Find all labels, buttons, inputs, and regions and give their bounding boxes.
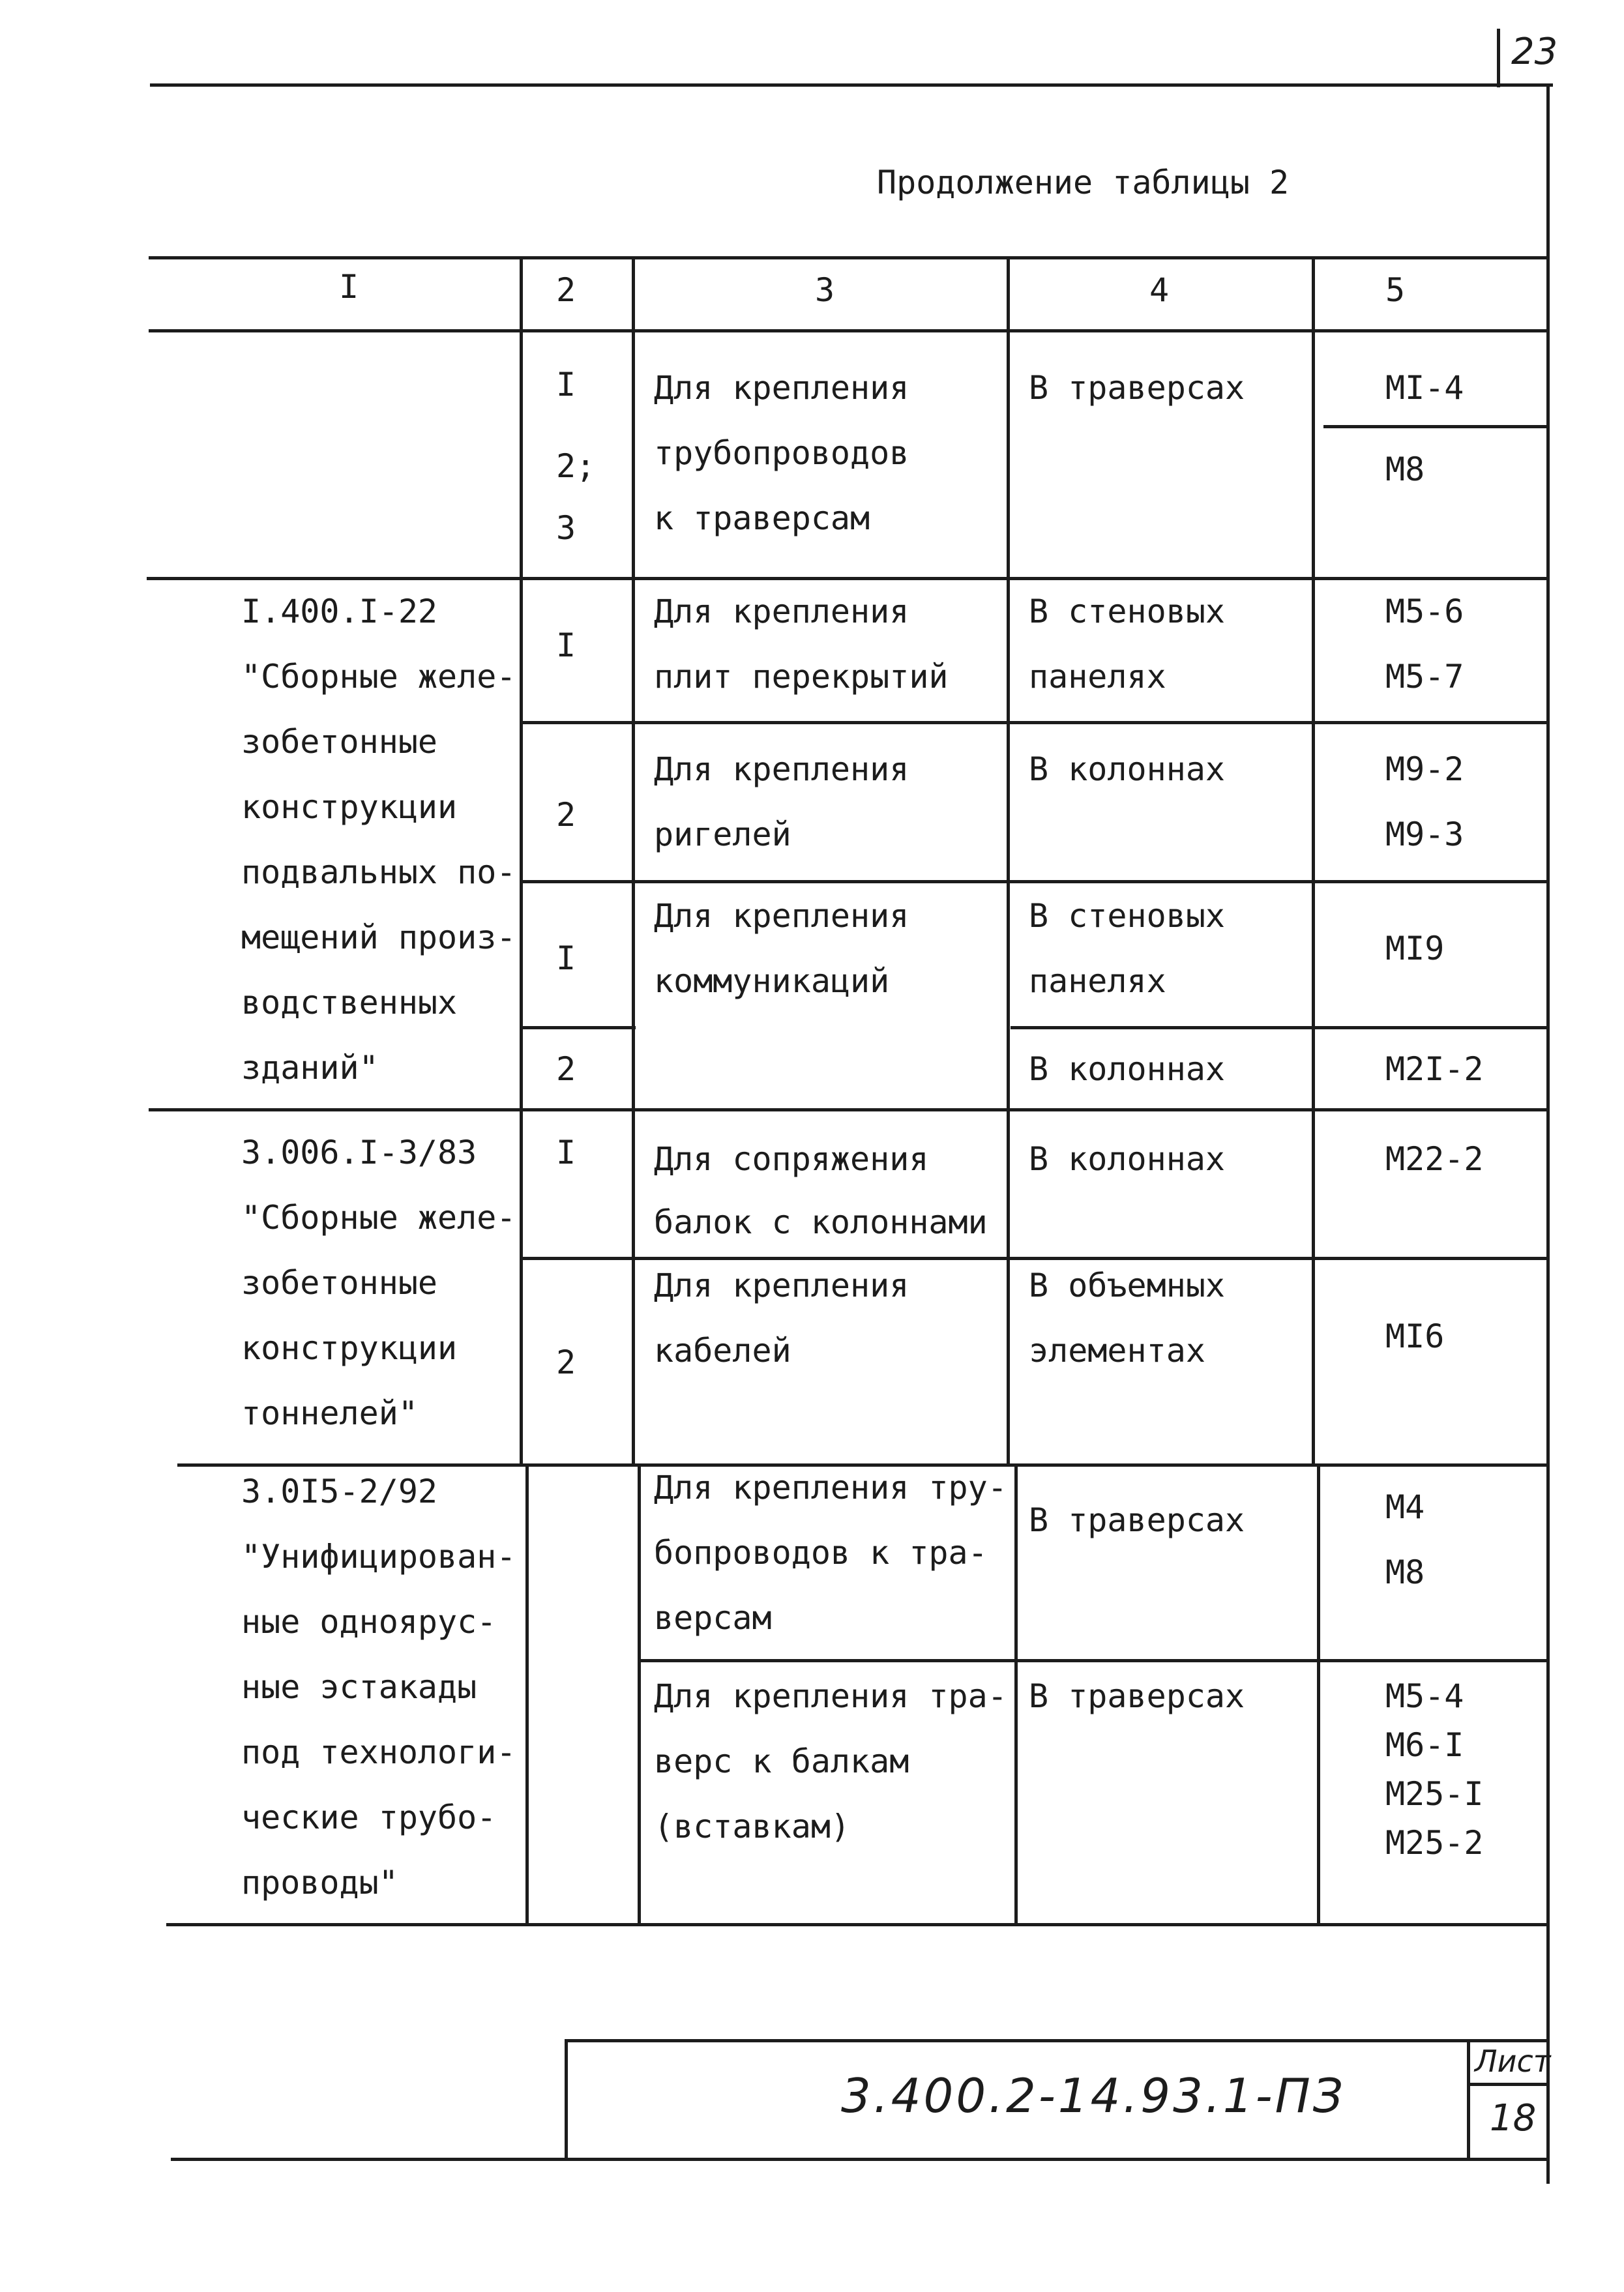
table-cell: В колоннах [1029,1140,1226,1178]
table-cell: тоннелей" [241,1394,418,1432]
table-cell: M9-2 [1385,750,1464,788]
table-cell: бопроводов к тра- [654,1534,988,1572]
table-cell: ческие трубо- [241,1799,497,1836]
table-cell: коммуникаций [654,962,890,1000]
table-cell: M5-6 [1385,593,1464,630]
grid-line [566,2039,1548,2042]
grid-line [565,2039,568,2160]
right-border [1546,85,1550,2184]
table-cell: зобетонные [241,1264,438,1302]
top-corner-vertical [1497,29,1500,87]
table-cell: I [556,1134,576,1171]
table-cell: В колоннах [1029,750,1226,788]
table-cell: кабелей [654,1332,791,1370]
grid-line [525,1463,529,1925]
grid-line [520,256,523,1463]
document-code: 3.400.2-14.93.1-ПЗ [841,2068,1346,2123]
grid-line [171,2158,1548,2161]
table-cell: 2; [556,447,596,485]
table-cell: мещений произ- [241,918,516,956]
table-cell: M5-7 [1385,658,1464,696]
header-col-5: 5 [1385,271,1406,309]
table-cell: 2 [556,1344,576,1381]
table-cell: "Унифицирован- [241,1538,516,1576]
table-cell: балок с колоннами [654,1203,988,1241]
table-cell: Для крепления [654,1267,909,1304]
table-cell: подвальных по- [241,853,516,891]
grid-line [1014,1463,1018,1925]
table-cell: M8 [1385,450,1425,488]
table-cell: версам [654,1599,772,1637]
grid-line [1011,1026,1548,1029]
table-caption: Продолжение таблицы 2 [877,164,1290,201]
table-cell: (вставкам) [654,1808,851,1845]
table-cell: I [556,626,576,664]
table-cell: MI6 [1385,1317,1445,1355]
grid-line [522,721,1548,724]
corner-page-number: 23 [1511,31,1558,73]
table-cell: "Сборные желе- [241,1199,516,1237]
table-cell: I [556,939,576,977]
table-cell: ригелей [654,815,791,853]
table-cell: Для крепления [654,750,909,788]
grid-line [1323,425,1548,428]
table-cell: M9-3 [1385,815,1464,853]
table-cell: проводы" [241,1864,398,1902]
table-cell: MI9 [1385,930,1445,967]
table-cell: "Сборные желе- [241,658,516,696]
table-cell: В стеновых [1029,897,1226,935]
header-col-2: 2 [556,271,576,309]
table-cell: 2 [556,1050,576,1088]
header-col-4: 4 [1149,271,1170,309]
table-cell: зданий" [241,1049,379,1087]
table-cell: M22-2 [1385,1140,1484,1178]
grid-line [1317,1463,1320,1925]
table-cell: верс к балкам [654,1742,909,1780]
table-cell: конструкции [241,1329,458,1367]
table-cell: M5-4 [1385,1677,1464,1715]
table-cell: под технологи- [241,1733,516,1771]
table-cell: M4 [1385,1488,1425,1526]
table-cell: В траверсах [1029,1501,1245,1539]
table-cell: M25-I [1385,1775,1484,1813]
table-cell: I [556,366,576,404]
table-bottom-line [166,1923,1548,1926]
table-cell: Для крепления [654,897,909,935]
table-cell: Для крепления [654,593,909,630]
table-cell: M6-I [1385,1726,1464,1764]
table-cell: M2I-2 [1385,1050,1484,1088]
table-cell: Для крепления тра- [654,1677,1007,1715]
table-cell: MI-4 [1385,369,1464,407]
table-cell: ные одноярус- [241,1603,497,1641]
table-cell: I.400.I-22 [241,593,438,630]
table-cell: Для крепления [654,369,909,407]
header-bottom-line [149,329,1548,332]
grid-line [149,1108,1548,1111]
table-cell: водственных [241,984,458,1021]
sheet-number: 18 [1490,2097,1537,2139]
table-cell: 3.006.I-3/83 [241,1134,477,1171]
header-col-3: 3 [815,271,835,309]
grid-line [639,1659,1548,1662]
table-cell: Для сопряжения [654,1140,929,1178]
table-cell: M25-2 [1385,1824,1484,1862]
table-cell: трубопроводов [654,434,909,472]
table-cell: В траверсах [1029,1677,1245,1715]
table-cell: В стеновых [1029,593,1226,630]
grid-line [1467,2039,1470,2160]
table-cell: M8 [1385,1553,1425,1591]
grid-line [1312,256,1315,1463]
grid-line [632,256,635,1463]
sheet-label: Лист [1475,2044,1551,2079]
table-cell: В колоннах [1029,1050,1226,1088]
table-cell: В траверсах [1029,369,1245,407]
top-rule [150,83,1553,87]
table-cell: плит перекрытий [654,658,949,696]
table-cell: панелях [1029,962,1166,1000]
table-cell: 3.0I5-2/92 [241,1473,438,1510]
grid-line [522,1026,636,1029]
table-cell: элементах [1029,1332,1205,1370]
table-cell: 2 [556,796,576,834]
table-cell: панелях [1029,658,1166,696]
table-cell: В объемных [1029,1267,1226,1304]
grid-line [638,1463,641,1925]
table-cell: Для крепления тру- [654,1469,1007,1506]
table-cell: зобетонные [241,723,438,761]
table-cell: ные эстакады [241,1668,477,1706]
table-cell: к траверсам [654,499,870,537]
table-cell: конструкции [241,788,458,826]
table-cell: 3 [556,509,576,547]
header-col-1: I [339,268,359,306]
grid-line [1007,256,1010,1463]
